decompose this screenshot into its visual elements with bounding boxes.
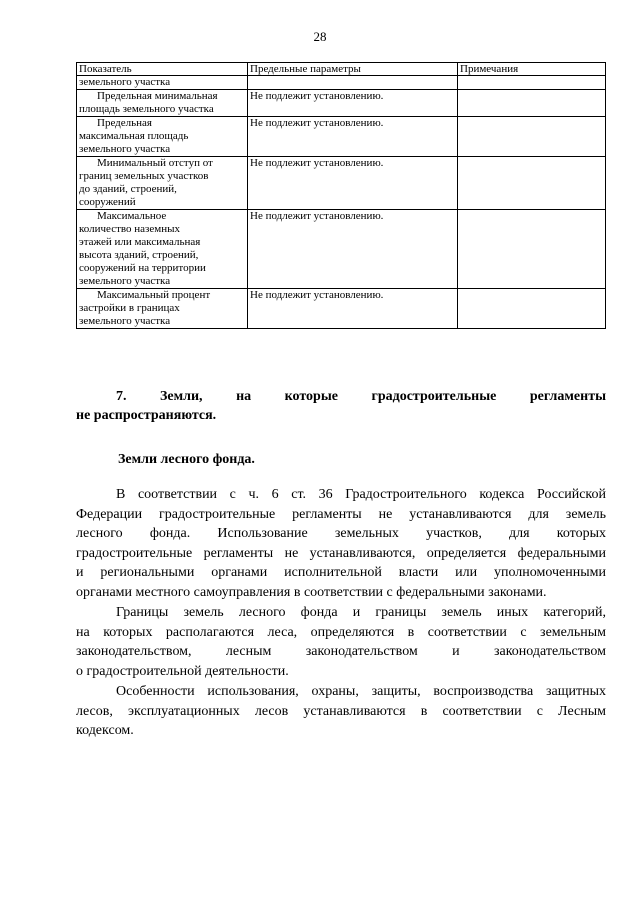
header-parameters: Предельные параметры bbox=[248, 63, 458, 76]
table-row bbox=[77, 157, 606, 210]
indicator-line: Максимальное bbox=[97, 210, 167, 222]
indicator-line: земельного участка bbox=[79, 143, 171, 155]
paragraph-line: Особенности использования, охраны, защиты, воспроизводства защитных bbox=[116, 684, 606, 699]
parameter-cell: Не подлежит установлению. bbox=[248, 210, 458, 289]
parameter-cell: Не подлежит установлению. bbox=[248, 117, 458, 157]
notes-cell bbox=[458, 210, 606, 289]
paragraph bbox=[76, 682, 606, 741]
section-word: регламенты bbox=[529, 389, 606, 404]
header-notes: Примечания bbox=[458, 63, 606, 76]
regulations-table bbox=[76, 62, 606, 329]
paragraph-line: законодательством, лесным законодательством и законодательством bbox=[76, 644, 606, 660]
indicator-line: застройки в границах bbox=[79, 302, 180, 314]
section-heading-line2: не распространяются. bbox=[76, 408, 217, 423]
paragraph-line: кодексом. bbox=[76, 723, 134, 739]
section-word: на bbox=[236, 389, 252, 404]
indicator-line: границ земельных участков bbox=[79, 170, 209, 182]
indicator-line: этажей или максимальная bbox=[79, 236, 201, 248]
indicator-line: Максимальный процент bbox=[97, 289, 211, 301]
indicator-line: высота зданий, строений, bbox=[79, 249, 199, 261]
indicator-cell bbox=[77, 76, 248, 90]
notes-cell bbox=[458, 90, 606, 117]
indicator-line: сооружений на территории bbox=[79, 262, 206, 274]
indicator-cell bbox=[77, 289, 248, 329]
notes-cell bbox=[458, 289, 606, 329]
table-row bbox=[77, 210, 606, 289]
indicator-cell bbox=[77, 210, 248, 289]
section-heading-line1 bbox=[76, 387, 606, 406]
indicator-line: Минимальный отступ от bbox=[97, 157, 213, 169]
paragraph-line: В соответствии с ч. 6 ст. 36 Градостроительного кодекса Российской bbox=[116, 487, 606, 502]
paragraph-line: Федерации градостроительные регламенты не устанавливаются для земель bbox=[76, 506, 606, 522]
paragraph-line: градостроительные регламенты не устанавливаются, определяется федеральными bbox=[76, 545, 606, 561]
paragraph-line: лесного фонда. Использование земельных участков, для которых bbox=[76, 526, 606, 542]
paragraph-line: на которых располагаются леса, определяются в соответствии с земельным bbox=[76, 624, 606, 640]
paragraph-line: лесов, эксплуатационных лесов устанавливаются в соответствии с Лесным bbox=[76, 703, 606, 719]
section-word: которые bbox=[284, 389, 338, 404]
table-row bbox=[77, 117, 606, 157]
indicator-cell bbox=[77, 157, 248, 210]
indicator-line: земельного участка bbox=[79, 315, 171, 327]
table-header-row bbox=[77, 63, 606, 76]
indicator-line: количество наземных bbox=[79, 223, 180, 235]
indicator-line: земельного участка bbox=[79, 275, 171, 287]
section-number: 7. bbox=[116, 389, 127, 404]
subsection-heading: Земли лесного фонда. bbox=[118, 452, 255, 467]
table-row bbox=[77, 76, 606, 90]
indicator-line: земельного участка bbox=[79, 76, 171, 88]
parameter-cell: Не подлежит установлению. bbox=[248, 289, 458, 329]
paragraph bbox=[76, 485, 606, 603]
notes-cell bbox=[458, 117, 606, 157]
section-heading bbox=[76, 387, 606, 425]
parameter-cell: Не подлежит установлению. bbox=[248, 90, 458, 117]
indicator-line: площадь земельного участка bbox=[79, 103, 214, 115]
indicator-cell bbox=[77, 90, 248, 117]
indicator-line: Предельная bbox=[97, 117, 152, 129]
indicator-line: сооружений bbox=[79, 196, 136, 208]
paragraph-line: Границы земель лесного фонда и границы земель иных категорий, bbox=[116, 605, 606, 620]
page-number: 28 bbox=[313, 29, 327, 44]
section-word: Земли, bbox=[160, 389, 203, 404]
notes-cell bbox=[458, 76, 606, 90]
paragraph-line: и региональными органами исполнительной власти или уполномоченными bbox=[76, 565, 606, 581]
table-row bbox=[77, 90, 606, 117]
parameter-cell: Не подлежит установлению. bbox=[248, 157, 458, 210]
indicator-line: Предельная минимальная bbox=[97, 90, 218, 102]
parameter-cell bbox=[248, 76, 458, 90]
paragraph-line: о градостроительной деятельности. bbox=[76, 663, 289, 679]
paragraph bbox=[76, 603, 606, 681]
header-indicator: Показатель bbox=[77, 63, 248, 76]
indicator-cell bbox=[77, 117, 248, 157]
indicator-line: до зданий, строений, bbox=[79, 183, 177, 195]
notes-cell bbox=[458, 157, 606, 210]
table-row bbox=[77, 289, 606, 329]
section-word: градостроительные bbox=[371, 389, 497, 404]
indicator-line: максимальная площадь bbox=[79, 130, 189, 142]
paragraph-line: органами местного самоуправления в соответствии с федеральными законами. bbox=[76, 584, 547, 600]
